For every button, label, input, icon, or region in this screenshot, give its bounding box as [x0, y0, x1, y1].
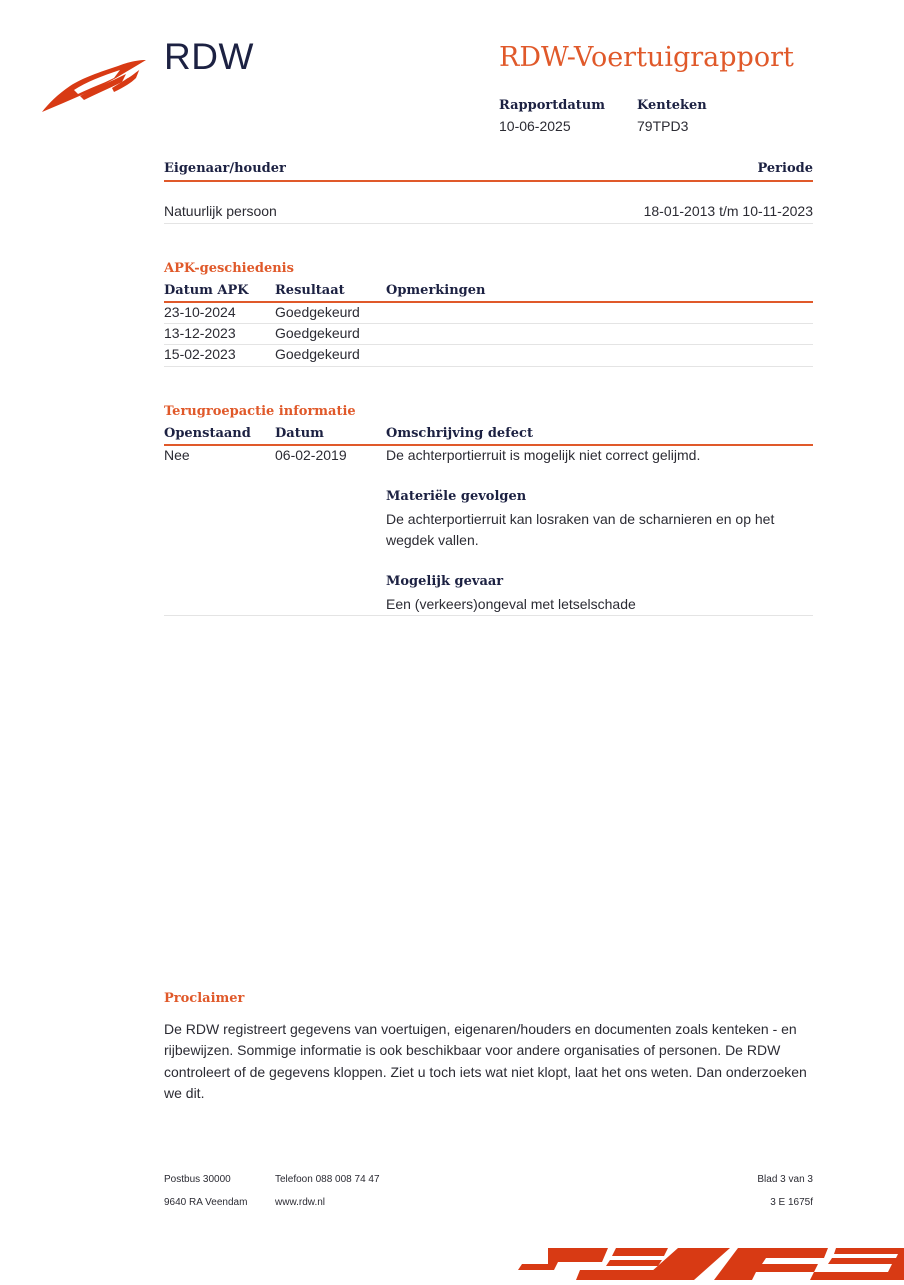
owner-divider [164, 180, 813, 182]
report-date-value: 10-06-2025 [499, 118, 571, 134]
owner-type: Natuurlijk persoon [164, 203, 277, 219]
apk-row-divider [164, 344, 813, 345]
recall-defect-text: De achterportierruit is mogelijk niet correct gelijmd. [386, 447, 701, 463]
consequences-text: De achterportierruit kan losraken van de scharnieren en op het [386, 511, 775, 527]
footer-postbus: Postbus 30000 [164, 1174, 231, 1185]
proclaimer-text: we dit. [164, 1085, 205, 1101]
logo-text: RDW [164, 36, 254, 77]
recall-row-divider [164, 615, 813, 616]
recall-col-date: Datum [275, 426, 324, 441]
recall-header-divider [164, 444, 813, 446]
footer-city: 9640 RA Veendam [164, 1197, 248, 1208]
apk-col-date: Datum APK [164, 283, 249, 298]
proclaimer-title: Proclaimer [164, 991, 245, 1006]
apk-row-result: Goedgekeurd [275, 346, 360, 362]
footer-document-code: 3 E 1675f [770, 1197, 813, 1208]
apk-section-title: APK-geschiedenis [164, 261, 294, 276]
recall-open-value: Nee [164, 447, 190, 463]
report-date-label: Rapportdatum [499, 98, 605, 113]
decorative-stripes-graphic [518, 1244, 904, 1285]
footer-phone: Telefoon 088 008 74 47 [275, 1174, 380, 1185]
apk-header-divider [164, 301, 813, 303]
apk-row-result: Goedgekeurd [275, 325, 360, 341]
footer-page-number: Blad 3 van 3 [757, 1174, 813, 1185]
proclaimer-text: controleert of de gegevens kloppen. Ziet u toch iets wat niet klopt, laat het ons weten. Dan onderzoeken [164, 1064, 807, 1080]
apk-row-date: 13-12-2023 [164, 325, 236, 341]
proclaimer-text: rijbewijzen. Sommige informatie is ook beschikbaar voor andere organisaties of personen. De RDW [164, 1042, 781, 1058]
apk-row-divider [164, 323, 813, 324]
apk-col-remarks: Opmerkingen [386, 283, 486, 298]
owner-row-divider [164, 223, 813, 224]
owner-header: Eigenaar/houder [164, 161, 286, 176]
recall-col-open: Openstaand [164, 426, 251, 441]
consequences-label: Materiële gevolgen [386, 489, 527, 504]
apk-row-date: 23-10-2024 [164, 304, 236, 320]
plate-value: 79TPD3 [637, 118, 689, 134]
consequences-text: wegdek vallen. [386, 532, 479, 548]
plate-label: Kenteken [637, 98, 707, 113]
report-title: RDW-Voertuigrapport [499, 42, 794, 73]
apk-col-result: Resultaat [275, 283, 345, 298]
apk-row-date: 15-02-2023 [164, 346, 236, 362]
rdw-wing-logo-icon [40, 56, 148, 119]
recall-date-value: 06-02-2019 [275, 447, 347, 463]
owner-period: 18-01-2013 t/m 10-11-2023 [643, 203, 813, 219]
recall-col-defect: Omschrijving defect [386, 426, 533, 441]
footer-website[interactable]: www.rdw.nl [275, 1197, 326, 1208]
apk-row-result: Goedgekeurd [275, 304, 360, 320]
period-header: Periode [757, 161, 813, 176]
danger-text: Een (verkeers)ongeval met letselschade [386, 596, 636, 612]
danger-label: Mogelijk gevaar [386, 574, 504, 589]
proclaimer-text: De RDW registreert gegevens van voertuigen, eigenaren/houders en documenten zoals kenteken - en [164, 1021, 797, 1037]
recall-section-title: Terugroepactie informatie [164, 404, 356, 419]
apk-row-divider [164, 366, 813, 367]
